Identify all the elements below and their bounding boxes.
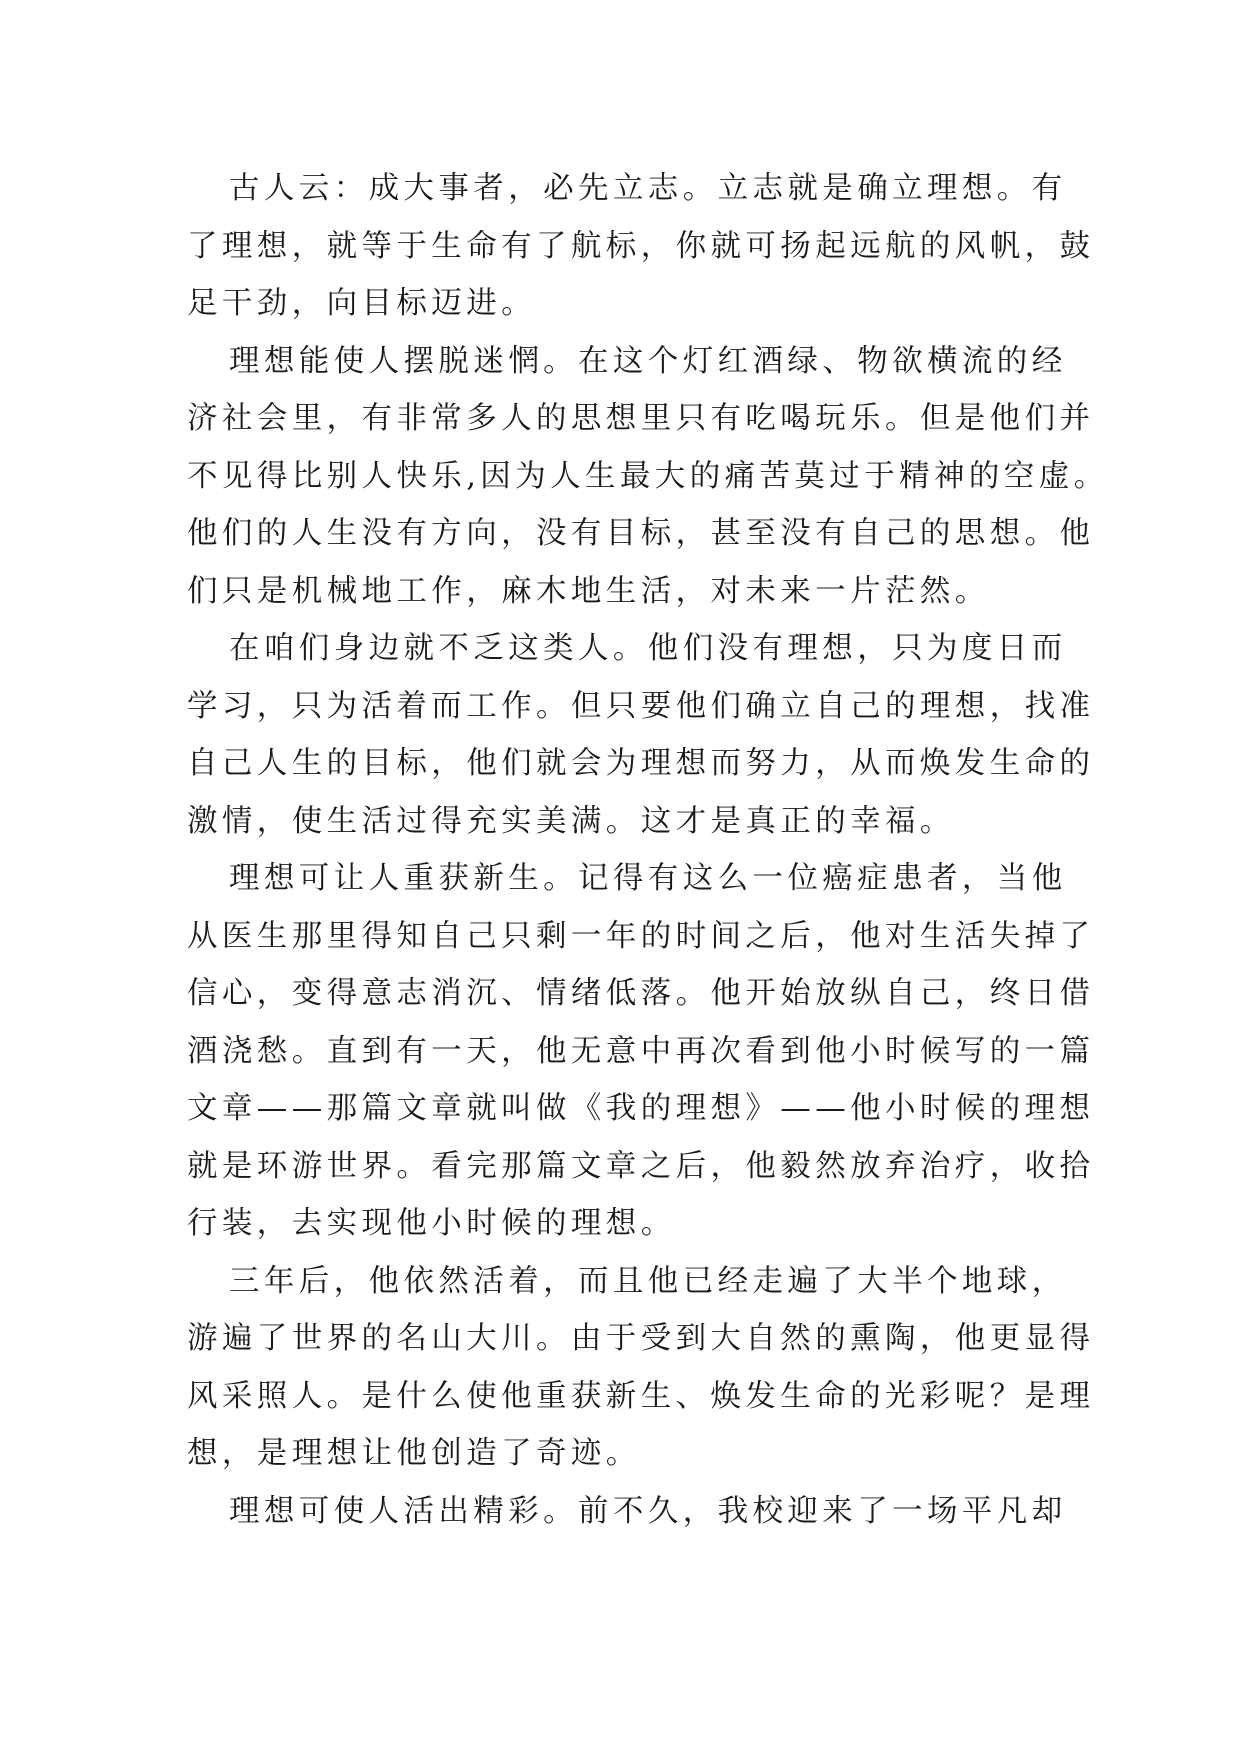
- text-line: 激情，使生活过得充实美满。这才是真正的幸福。: [187, 803, 955, 839]
- text-line: 酒浇愁。直到有一天，他无意中再次看到他小时候写的一篇: [187, 1033, 1095, 1069]
- paragraph-5: [187, 1253, 1095, 1483]
- paragraph-1: [187, 160, 1095, 333]
- text-line: 学习，只为活着而工作。但只要他们确立自己的理想，找准: [187, 688, 1095, 724]
- text-line: 不见得比别人快乐,因为人生最大的痛苦莫过于精神的空虚。: [187, 458, 1109, 494]
- text-line: 文章——那篇文章就叫做《我的理想》——他小时候的理想: [187, 1091, 1095, 1126]
- text-line: 理想能使人摆脱迷惘。在这个灯红酒绿、物欲横流的经: [229, 343, 1067, 379]
- text-line: 三年后，他依然活着，而且他已经走遍了大半个地球，: [229, 1263, 1067, 1299]
- text-line: 们只是机械地工作，麻木地生活，对未来一片茫然。: [187, 573, 990, 609]
- text-line: 自己人生的目标，他们就会为理想而努力，从而焕发生命的: [187, 746, 1095, 781]
- text-line: 足干劲，向目标迈进。: [187, 286, 536, 321]
- text-line: 信心，变得意志消沉、情绪低落。他开始放纵自己，终日借: [187, 976, 1095, 1011]
- text-line: 古人云：成大事者，必先立志。立志就是确立理想。有: [229, 171, 1067, 206]
- text-line: 风采照人。是什么使他重获新生、焕发生命的光彩呢？是理: [187, 1378, 1095, 1414]
- document-body: [187, 160, 1109, 1540]
- paragraph-6: [187, 1483, 1067, 1541]
- text-line: 理想可使人活出精彩。前不久，我校迎来了一场平凡却: [229, 1493, 1067, 1529]
- text-line: 行装，去实现他小时候的理想。: [187, 1206, 676, 1241]
- text-line: 从医生那里得知自己只剩一年的时间之后，他对生活失掉了: [187, 918, 1095, 954]
- text-line: 了理想，就等于生命有了航标，你就可扬起远航的风帆，鼓: [187, 228, 1095, 264]
- paragraph-4: [187, 850, 1095, 1253]
- text-line: 济社会里，有非常多人的思想里只有吃喝玩乐。但是他们并: [187, 401, 1095, 436]
- text-line: 就是环游世界。看完那篇文章之后，他毅然放弃治疗，收拾: [187, 1148, 1095, 1184]
- text-line: 理想可让人重获新生。记得有这么一位癌症患者，当他: [229, 861, 1067, 896]
- paragraph-3: [187, 620, 1095, 850]
- text-line: 想，是理想让他创造了奇迹。: [187, 1436, 641, 1471]
- paragraph-2: [187, 333, 1109, 621]
- text-line: 在咱们身边就不乏这类人。他们没有理想，只为度日而: [229, 631, 1067, 666]
- text-line: 游遍了世界的名山大川。由于受到大自然的熏陶，他更显得: [187, 1321, 1095, 1356]
- text-line: 他们的人生没有方向，没有目标，甚至没有自己的思想。他: [187, 516, 1095, 551]
